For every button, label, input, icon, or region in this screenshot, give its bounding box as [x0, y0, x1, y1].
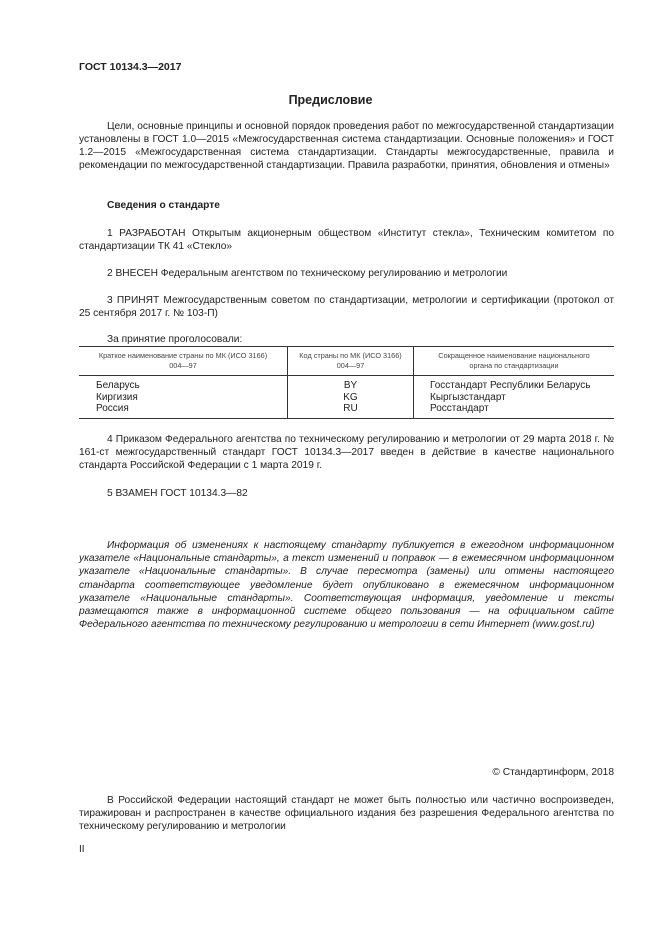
info-item-1-text: 1 РАЗРАБОТАН Открытым акционерным обществом «Институт стекла», Техническим комитетом по стандартизации ТК 41 «Стекло» [79, 228, 614, 252]
info-item-2 [79, 267, 614, 280]
info-item-4-text: 4 Приказом Федерального агентства по техническому регулированию и метрологии от 29 марта 2018 г. № 161-ст межгосударственный стандарт ГОСТ 10134.3—2017 введен в действие в качестве национального стандарта Российской Федерации с 1 марта 2019 г. [79, 434, 614, 471]
info-item-3-text: 3 ПРИНЯТ Межгосударственным советом по стандартизации, метрологии и сертификации (протокол от 25 сентября 2017 г. № 103-П) [79, 295, 614, 319]
code-cell: BY [288, 376, 414, 392]
voting-table [79, 346, 614, 419]
voting-table-header-row [79, 347, 614, 376]
code-cell: RU [288, 403, 414, 418]
amendments-info-notice [79, 539, 614, 631]
amendments-info-text: Информация об изменениях к настоящему стандарту публикуется в ежегодном информационном указателе «Национальные стандарты», а текст изменений и поправок — в ежемесячном информационном указателе «Национальные стандарты». В случае пересмотра (замены) или отмены настоящего стандарта соответствующее уведомление будет опубликовано в ежемесячном информационном указателе «Национальные стандарты». Соответствующая информация, уведомление и тексты размещаются также в информационной системе общего пользования — на официальном сайте Федерального агентства по техническому регулированию и метрологии в сети Интернет (www.gost.ru) [79, 540, 614, 631]
info-item-5-text: 5 ВЗАМЕН ГОСТ 10134.3—82 [107, 488, 248, 499]
country-cell: Беларусь [96, 380, 140, 391]
header-national-body: Сокращенное наименование национального органа по стандартизации [414, 347, 615, 376]
vote-label: За принятие проголосовали: [107, 334, 243, 345]
preface-intro-paragraph [79, 120, 614, 172]
body-cell: Госстандарт Республики Беларусь [414, 376, 615, 392]
page-number: II [79, 844, 85, 855]
country-cell: Киргизия [96, 391, 138, 403]
table-row [79, 392, 614, 404]
info-item-1 [79, 227, 614, 253]
body-cell: Росстандарт [414, 403, 615, 418]
preface-title: Предисловие [288, 93, 373, 107]
reproduction-notice-text: В Российской Федерации настоящий стандарт не может быть полностью или частично воспроизведен, тиражирован и распространен в качестве официального издания без разрешения Федерального агентства по техническому регулированию и метрологии [79, 795, 614, 832]
standard-info-heading: Сведения о стандарте [107, 200, 220, 211]
code-cell: KG [288, 392, 414, 404]
info-item-2-text: 2 ВНЕСЕН Федеральным агентством по техническому регулированию и метрологии [107, 268, 508, 279]
header-country-name: Краткое наименование страны по МК (ИСО 3166) 004—97 [79, 347, 288, 376]
body-cell: Кыргызстандарт [414, 392, 615, 404]
info-item-3 [79, 294, 614, 320]
table-row [79, 376, 614, 392]
info-item-5 [79, 487, 614, 500]
country-cell: Россия [79, 403, 288, 418]
copyright-notice: © Стандартинформ, 2018 [492, 767, 614, 778]
info-item-4 [79, 433, 614, 472]
table-row [79, 403, 614, 418]
reproduction-notice [79, 794, 614, 833]
standard-code-header: ГОСТ 10134.3—2017 [79, 61, 182, 73]
header-country-code: Код страны по МК (ИСО 3166) 004—97 [288, 347, 414, 376]
preface-intro-text: Цели, основные принципы и основной порядок проведения работ по межгосударственной стандартизации установлены в ГОСТ 1.0—2015 «Межгосударственная система стандартизации. Основные положения» и ГОСТ 1.2—2015 «Межгосударственная система стандартизации. Стандарты межгосударственные, правила и рекомендации по межгосударственной стандартизации. Правила разработки, принятия, обновления и отмены» [79, 121, 614, 171]
